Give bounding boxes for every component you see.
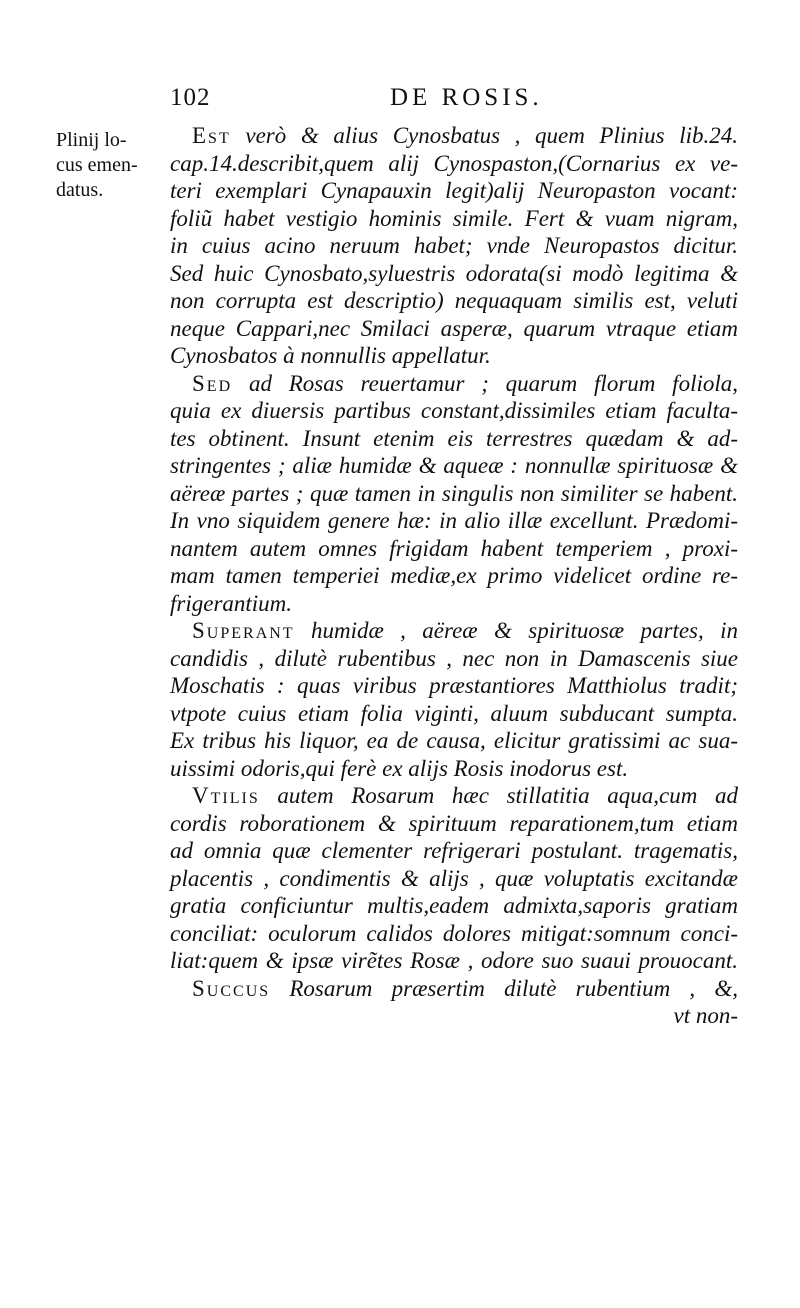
line-text: ad Rosas reuertamur ; quarum florum foliola, — [248, 370, 738, 396]
text-line: non corrupta est descriptio) nequaquam similis est, veluti — [170, 288, 738, 313]
margin-note-line: datus. — [56, 179, 104, 201]
text-line: foliũ habet vestigio hominis simile. Fert & vuam nigram, — [170, 205, 738, 231]
text-line: In vno siquidem genere hæ: in alio illæ excellunt. Prædomi- — [170, 508, 738, 533]
body-text — [170, 122, 770, 1030]
margin-note — [56, 128, 156, 203]
text-line: cordis roborationem & spirituum reparationem,tum etiam — [170, 810, 738, 836]
text-line: frigerantium. — [170, 590, 293, 616]
text-line — [170, 617, 738, 645]
paragraph-lead: Succus — [192, 975, 271, 1001]
line-text: verò & alius Cynosbatus , quem Plinius lib.24. — [245, 123, 739, 148]
text-line — [170, 782, 738, 810]
text-line: conciliat: oculorum calidos dolores mitigat:somnum conci- — [170, 920, 738, 946]
paragraph-lead: Sed — [192, 370, 233, 396]
page-number: 102 — [170, 84, 211, 111]
text-line: nantem autem omnes frigidam habent temperiem , proxi- — [170, 535, 738, 561]
text-line: Sed huic Cynosbato,syluestris odorata(si modò legitima & — [170, 260, 738, 286]
text-line: placentis , condimentis & alijs , quæ voluptatis excitandæ — [170, 865, 738, 891]
text-line: candidis , dilutè rubentibus , nec non in Damascenis siue — [170, 645, 738, 671]
page-header — [170, 84, 760, 114]
text-line: cap.14.describit,quem alij Cynospaston,(Cornarius ex ve- — [170, 150, 738, 176]
text-line: teri exemplari Cynapauxin legit)alij Neuropaston vocant: — [170, 178, 738, 203]
text-line: liat:quem & ipsæ virẽtes Rosæ , odore suo suaui prouocant. — [170, 948, 738, 973]
line-text: Rosarum præsertim dilutè rubentium , &, — [289, 975, 739, 1001]
margin-note-line: cus emen- — [56, 154, 138, 176]
text-line: quia ex diuersis partibus constant,dissimiles etiam faculta- — [170, 398, 738, 423]
catchword: vt non- — [673, 1003, 738, 1028]
margin-note-line: Plinij lo- — [56, 129, 127, 151]
text-line: in cuius acino neruum habet; vnde Neuropastos dicitur. — [170, 233, 738, 258]
text-line: stringentes ; aliæ humidæ & aqueæ : nonnullæ spirituosæ & — [170, 453, 738, 478]
text-line — [170, 122, 738, 150]
paragraph-lead: Vtilis — [192, 783, 260, 808]
line-text: humidæ , aëreæ & spirituosæ partes, in — [310, 618, 739, 643]
text-line: neque Cappari,nec Smilaci asperæ, quarum vtraque etiam — [170, 315, 738, 341]
text-line: Moschatis : quas viribus præstantiores Matthiolus tradit; — [170, 673, 738, 698]
text-line: Cynosbatos à nonnullis appellatur. — [170, 343, 491, 368]
paragraph-lead: Superant — [192, 618, 295, 643]
text-line: tes obtinent. Insunt etenim eis terrestres quædam & ad- — [170, 425, 738, 451]
text-line: vtpote cuius etiam folia viginti, aluum subducant sumpta. — [170, 700, 738, 726]
text-line: mam tamen temperiei mediæ,ex primo videlicet ordine re- — [170, 563, 738, 588]
text-line — [170, 975, 738, 1003]
text-line: uissimi odoris,qui ferè ex alijs Rosis inodorus est. — [170, 755, 629, 781]
text-line: aëreæ partes ; quæ tamen in singulis non similiter se habent. — [170, 480, 738, 506]
running-head: DE ROSIS. — [390, 84, 543, 111]
text-line: gratia conficiuntur multis,eadem admixta,saporis gratiam — [170, 893, 738, 918]
paragraph-lead: Est — [192, 123, 231, 148]
text-line: ad omnia quæ clementer refrigerari postulant. tragematis, — [170, 838, 738, 863]
line-text: autem Rosarum hæc stillatitia aqua,cum ad — [277, 783, 738, 808]
text-line: Ex tribus his liquor, ea de causa, elicitur gratissimi ac sua- — [170, 728, 738, 753]
text-line — [170, 370, 738, 398]
